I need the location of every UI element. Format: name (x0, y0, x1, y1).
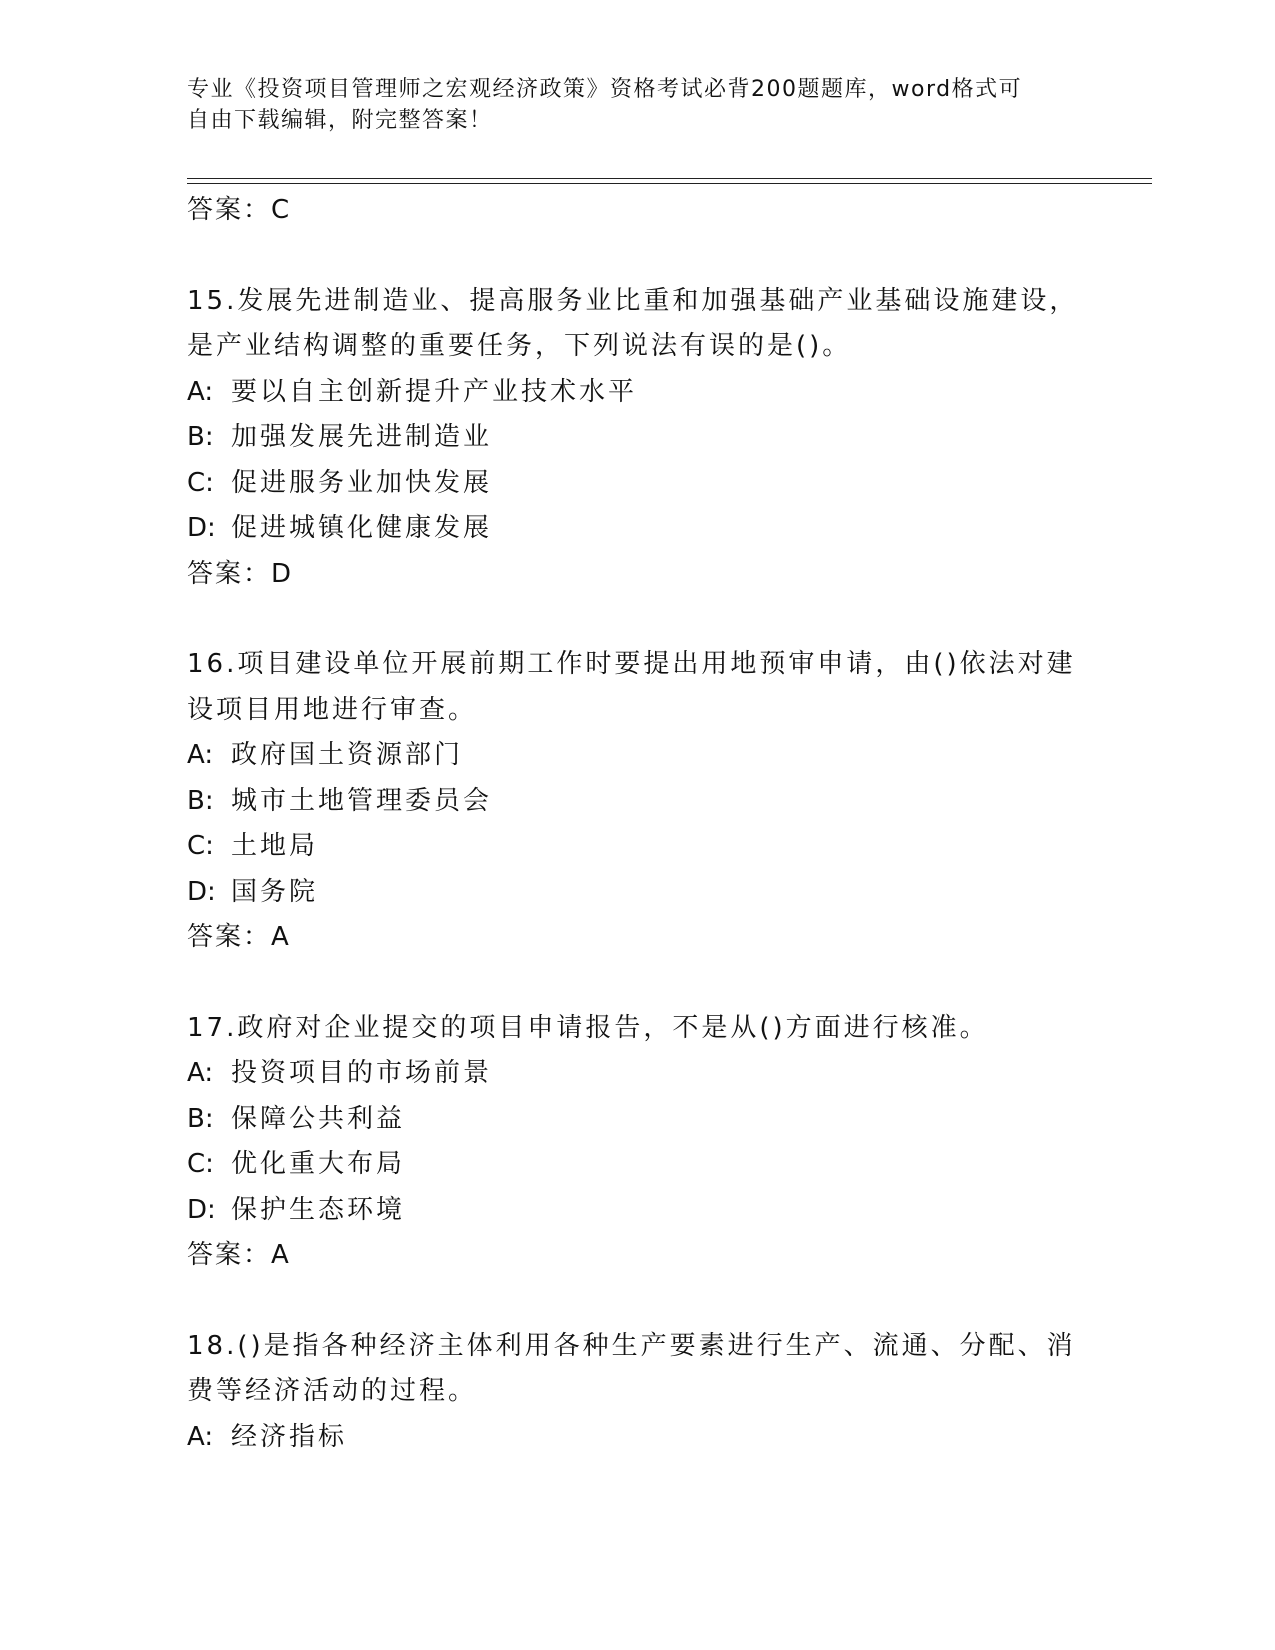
question-text: 设项目用地进行审查。 (187, 694, 478, 725)
question-text: 16.项目建设单位开展前期工作时要提出用地预审申请，由()依法对建 (187, 649, 1076, 679)
option-a (187, 1415, 1087, 1461)
option-letter: D: (187, 876, 216, 907)
option-letter: C: (187, 831, 214, 861)
option-d (187, 1188, 1087, 1234)
question-text: 17.政府对企业提交的项目申请报告，不是从()方面进行核准。 (187, 1012, 989, 1043)
option-letter: B: (187, 785, 214, 816)
option-text: 加强发展先进制造业 (231, 422, 493, 452)
option-d (187, 506, 1087, 552)
option-letter: D: (187, 1194, 216, 1225)
option-letter: A: (187, 1421, 214, 1452)
question-list (187, 188, 1087, 1460)
answer-line: 答案：D (187, 558, 294, 589)
option-text: 促进服务业加快发展 (231, 467, 493, 498)
option-text: 优化重大布局 (231, 1149, 406, 1179)
option-text: 促进城镇化健康发展 (231, 513, 493, 543)
question-block (187, 279, 1087, 598)
option-text: 经济指标 (231, 1421, 348, 1452)
spacer (187, 961, 1087, 1006)
option-b (187, 779, 1087, 825)
option-c (187, 824, 1087, 870)
header-line-2: 自由下载编辑，附完整答案！ (187, 108, 493, 133)
question-text: 18.()是指各种经济主体利用各种生产要素进行生产、流通、分配、消 (187, 1330, 1076, 1361)
option-a (187, 1051, 1087, 1097)
option-letter: A: (187, 376, 214, 407)
option-letter: B: (187, 1103, 214, 1134)
header-divider-bottom (187, 183, 1152, 184)
option-text: 保障公共利益 (231, 1103, 406, 1134)
option-c (187, 461, 1087, 507)
spacer (187, 1279, 1087, 1324)
option-text: 土地局 (231, 831, 319, 861)
option-a (187, 370, 1087, 416)
option-a (187, 733, 1087, 779)
spacer (187, 597, 1087, 642)
option-b (187, 1097, 1087, 1143)
option-text: 城市土地管理委员会 (231, 785, 493, 816)
option-letter: B: (187, 422, 214, 452)
option-text: 国务院 (231, 876, 319, 907)
option-text: 保护生态环境 (231, 1194, 406, 1225)
option-letter: D: (187, 513, 216, 543)
question-block (187, 1006, 1087, 1279)
option-d (187, 870, 1087, 916)
question-text: 费等经济活动的过程。 (187, 1376, 478, 1406)
question-text: 15.发展先进制造业、提高服务业比重和加强基础产业基础设施建设， (187, 285, 1079, 316)
option-text: 投资项目的市场前景 (231, 1058, 493, 1088)
option-letter: A: (187, 740, 214, 770)
header-line-1: 专业《投资项目管理师之宏观经济政策》资格考试必背200题题库，word格式可 (187, 77, 1023, 102)
option-b (187, 415, 1087, 461)
option-text: 政府国土资源部门 (231, 740, 464, 770)
answer-line: 答案：A (187, 922, 291, 952)
question-text: 是产业结构调整的重要任务，下列说法有误的是()。 (187, 331, 852, 361)
document-header (187, 74, 1067, 136)
question-block (187, 642, 1087, 961)
answer-line: 答案：C (187, 195, 292, 225)
header-divider-top (187, 178, 1152, 179)
option-c (187, 1142, 1087, 1188)
option-letter: A: (187, 1058, 214, 1088)
option-text: 要以自主创新提升产业技术水平 (231, 376, 638, 407)
option-letter: C: (187, 1149, 214, 1179)
answer-line: 答案：A (187, 1240, 291, 1270)
option-letter: C: (187, 467, 214, 498)
question-block (187, 1324, 1087, 1461)
spacer (187, 234, 1087, 279)
